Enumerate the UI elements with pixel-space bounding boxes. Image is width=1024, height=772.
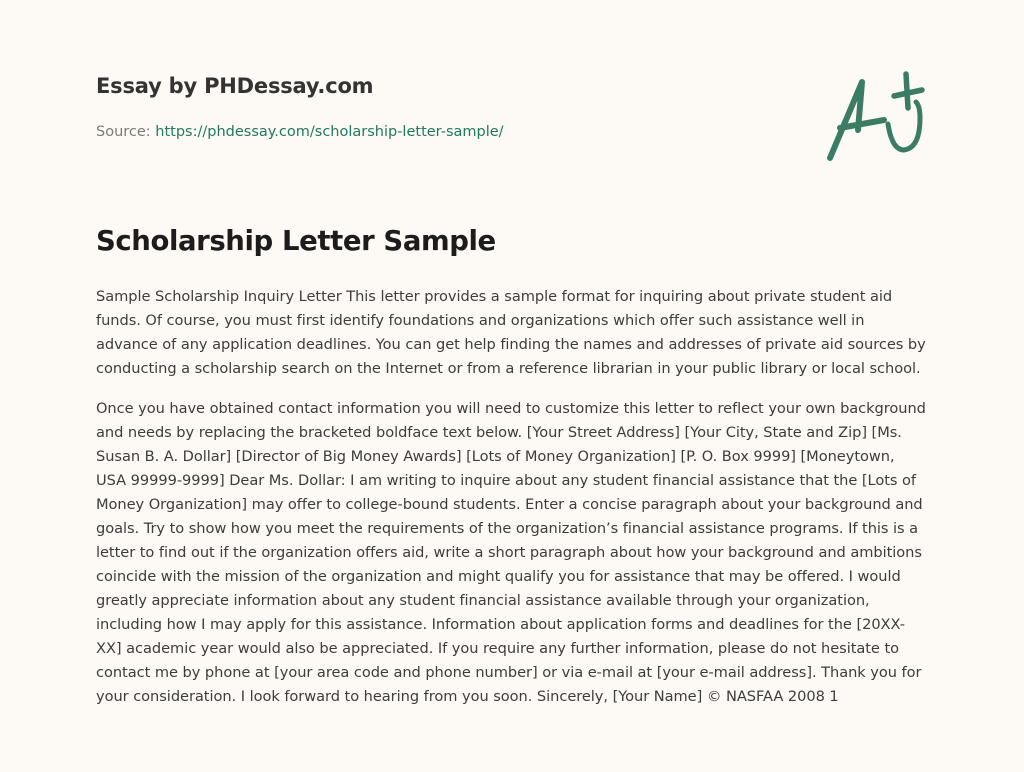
paragraph-letter: Once you have obtained contact information you will need to customize this letter to reflect your own background and needs by replacing the bracketed boldface text below. [Your Street Address] [Your City, State and Zip] [Ms. Susan B. A. Dollar] [Director of Big Money Awards] [Lots of Money Organization] [P. O. Box 9999] [Moneytown, USA 99999-9999] Dear Ms. Dollar: I am writing to inquire about any student financial assistance that the [Lots of Money Organization] may offer to college-bound students. Enter a concise paragraph about your background and goals. Try to show how you meet the requirements of the organization’s financial assistance programs. If this is a letter to find out if the organization offers aid, write a short paragraph about how your background and ambitions coincide with the mission of the organization and might qualify you for assistance that may be offered. I would greatly appreciate information about any student financial assistance available through your organization, including how I may apply for this assistance. Information about application forms and deadlines for the [20XX-XX] academic year would also be appreciated. If you require any further information, please do not hesitate to contact me by phone at [your area code and phone number] or via e-mail at [your e-mail address]. Thank you for your consideration. I look forward to hearing from you soon. Sincerely, [Your Name] © NASFAA 2008 1	[96, 400, 926, 705]
source-line	[96, 124, 504, 140]
document-title: Scholarship Letter Sample	[96, 225, 496, 257]
a-plus-grade-icon	[822, 68, 932, 168]
source-link[interactable]: https://phdessay.com/scholarship-letter-sample/	[155, 124, 504, 140]
source-label: Source:	[96, 124, 156, 140]
site-header	[96, 74, 373, 98]
document-body	[96, 285, 928, 725]
site-title: Essay by PHDessay.com	[96, 74, 374, 98]
paragraph-intro: Sample Scholarship Inquiry Letter This letter provides a sample format for inquiring about private student aid funds. Of course, you must first identify foundations and organizations which offer such assistance well in advance of any application deadlines. You can get help finding the names and addresses of private aid sources by conducting a scholarship search on the Internet or from a reference librarian in your public library or local school.	[96, 288, 926, 377]
